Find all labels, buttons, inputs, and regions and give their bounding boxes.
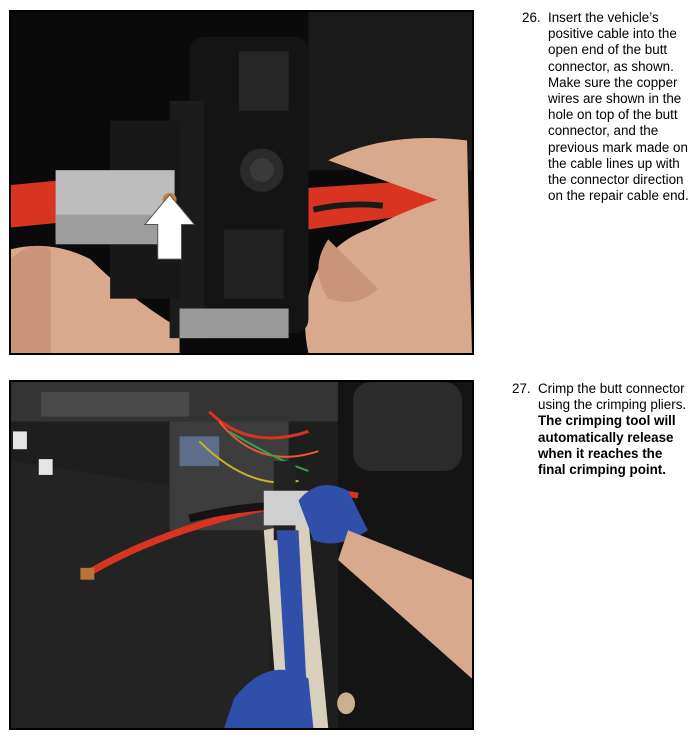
photo-butt-connector bbox=[9, 10, 474, 355]
step-27-bold-text: The crimping tool will automatically release when it reaches the final crimping point. bbox=[538, 413, 676, 478]
step-27-text bbox=[538, 381, 690, 478]
step-27-plain-text: Crimp the butt connector using the crimping pliers. bbox=[538, 381, 687, 413]
photo-butt-connector-image bbox=[11, 12, 472, 353]
photo-crimping-pliers-image bbox=[11, 382, 472, 728]
step-26 bbox=[522, 10, 690, 204]
step-26-text: Insert the vehicle’s positive cable into the open end of the butt connector, as shown. Make sure the copper wires are shown in the hole on top of the butt connector, and the previous mark made on the cable lines up with the connector direction on the repair cable end. bbox=[548, 10, 689, 204]
step-27 bbox=[512, 381, 690, 478]
step-27-number: 27. bbox=[512, 381, 531, 396]
photo-crimping-pliers bbox=[9, 380, 474, 730]
step-26-number: 26. bbox=[522, 10, 541, 25]
